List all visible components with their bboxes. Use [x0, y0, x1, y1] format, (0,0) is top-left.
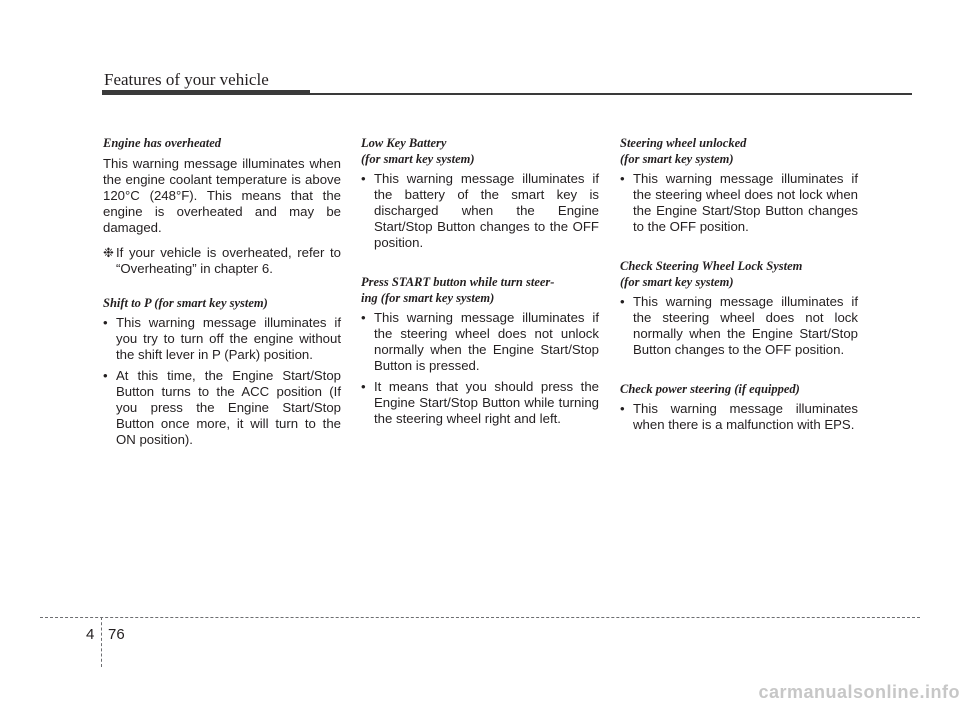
list-item: • At this time, the Engine Start/Stop Button turns to the ACC position (If you press the Engine Start/Stop Button once more, it will turn to the ON position). [103, 368, 341, 448]
section-title-low-key-battery [361, 135, 599, 167]
list-item: • This warning message illuminates if you try to turn off the engine without the shift lever in P (Park) position. [103, 315, 341, 363]
note-text: If your vehicle is overheated, refer to “Overheating” in chapter 6. [116, 245, 341, 276]
section-title-line: Steering wheel unlocked [620, 136, 747, 150]
section-title-line: Press START button while turn steer- [361, 275, 555, 289]
footer-divider [101, 617, 102, 667]
watermark: carmanualsonline.info [758, 682, 960, 702]
list-item: • It means that you should press the Engine Start/Stop Button while turning the steering wheel right and left. [361, 379, 599, 427]
section-title-steering-unlocked [620, 135, 858, 167]
footer-rule [40, 617, 920, 618]
section-title-press-start [361, 274, 599, 306]
bullet-list [620, 294, 858, 358]
section-paragraph: This warning message illuminates when the engine coolant temperature is above 120°C (248°F). This means that the engine is overheated and may be damaged. [103, 156, 341, 235]
list-item: • This warning message illuminates if the steering wheel does not lock normally when the Engine Start/Stop Button changes to the OFF position. [620, 294, 858, 358]
section-title-line: (for smart key system) [620, 275, 734, 289]
note [103, 245, 341, 277]
bullet-list [361, 310, 599, 427]
section-title-engine-overheated: Engine has overheated [103, 136, 222, 150]
list-item: • This warning message illuminates when there is a malfunction with EPS. [620, 401, 858, 433]
column-1 [103, 135, 341, 453]
list-item: • This warning message illuminates if the battery of the smart key is discharged when the Engine Start/Stop Button changes to the OFF position. [361, 171, 599, 251]
list-item: • This warning message illuminates if the steering wheel does not unlock normally when the Engine Start/Stop Button is pressed. [361, 310, 599, 374]
header-rule-thin [310, 93, 912, 95]
section-title-line: Low Key Battery [361, 136, 447, 150]
bullet-list [103, 315, 341, 448]
column-3 [620, 135, 858, 438]
section-title-check-power-steering: Check power steering (if equipped) [620, 382, 800, 396]
chapter-number: 4 [86, 626, 95, 643]
header-rule-thick [102, 90, 310, 95]
list-item: • This warning message illuminates if the steering wheel does not lock when the Engine Start/Stop Button changes to the OFF position. [620, 171, 858, 235]
section-title-line: (for smart key system) [620, 152, 734, 166]
section-title-check-steering-lock [620, 258, 858, 290]
page-header-title: Features of your vehicle [104, 70, 269, 89]
note-mark-icon: ❉ [103, 245, 115, 260]
column-2 [361, 135, 599, 432]
bullet-list [361, 171, 599, 251]
bullet-list [620, 401, 858, 433]
bullet-list [620, 171, 858, 235]
page-number: 76 [108, 626, 125, 643]
section-title-shift-to-p: Shift to P (for smart key system) [103, 296, 268, 310]
section-title-line: (for smart key system) [361, 152, 475, 166]
section-title-line: Check Steering Wheel Lock System [620, 259, 803, 273]
section-title-line: ing (for smart key system) [361, 291, 495, 305]
